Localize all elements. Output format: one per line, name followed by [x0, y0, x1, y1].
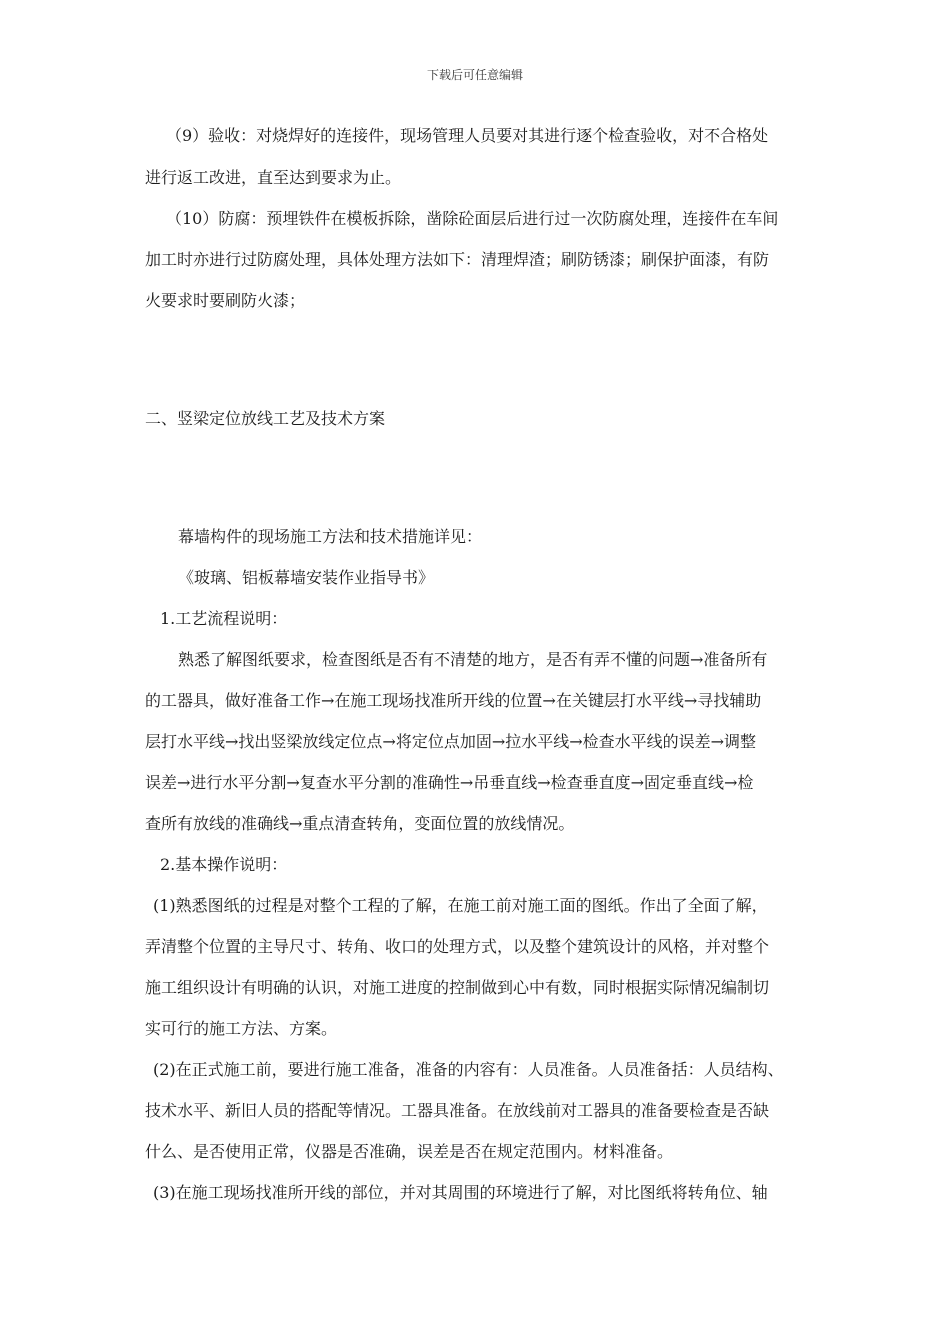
paragraph-line: （10）防腐：预埋铁件在模板拆除，凿除砼面层后进行过一次防腐处理，连接件在车间 [166, 209, 779, 228]
paragraph-line: 什么、是否使用正常，仪器是否准确，误差是否在规定范围内。材料准备。 [145, 1142, 674, 1161]
paragraph-line: 熟悉了解图纸要求，检查图纸是否有不清楚的地方，是否有弄不懂的问题→准备所有 [178, 650, 768, 669]
paragraph-line: 技术水平、新旧人员的搭配等情况。工器具准备。在放线前对工器具的准备要检查是否缺 [145, 1101, 770, 1120]
paragraph-line: （9）验收：对烧焊好的连接件，现场管理人员要对其进行逐个检查验收，对不合格处 [166, 126, 769, 145]
paragraph-line: (2)在正式施工前，要进行施工准备，准备的内容有：人员准备。人员准备括：人员结构、 [153, 1060, 784, 1079]
paragraph-line: 弄清整个位置的主导尺寸、转角、收口的处理方式，以及整个建筑设计的风格，并对整个 [145, 937, 770, 956]
paragraph-line: 查所有放线的准确线→重点清查转角，变面位置的放线情况。 [145, 814, 575, 833]
paragraph-line: 《玻璃、铝板幕墙安装作业指导书》 [178, 568, 435, 587]
page-header: 下载后可任意编辑 [426, 68, 523, 82]
paragraph-line: 幕墙构件的现场施工方法和技术措施详见： [178, 527, 483, 546]
paragraph-line: 施工组织设计有明确的认识，对施工进度的控制做到心中有数，同时根据实际情况编制切 [145, 978, 770, 997]
paragraph-line: 火要求时要刷防火漆； [145, 291, 306, 310]
paragraph-line: 层打水平线→找出竖梁放线定位点→将定位点加固→拉水平线→检查水平线的误差→调整 [145, 732, 757, 751]
paragraph-line: 加工时亦进行过防腐处理，具体处理方法如下：清理焊渣；刷防锈漆；刷保护面漆，有防 [145, 250, 770, 269]
paragraph-line: 误差→进行水平分割→复查水平分割的准确性→吊垂直线→检查垂直度→固定垂直线→检 [145, 773, 754, 792]
paragraph-line: (1)熟悉图纸的过程是对整个工程的了解，在施工前对施工面的图纸。作出了全面了解， [153, 896, 768, 915]
paragraph-line: (3)在施工现场找准所开线的部位，并对其周围的环境进行了解，对比图纸将转角位、轴 [153, 1183, 768, 1202]
paragraph-line: 进行返工改进，直至达到要求为止。 [145, 168, 402, 187]
subsection-heading: 1.工艺流程说明： [160, 609, 288, 628]
paragraph-line: 实可行的施工方法、方案。 [145, 1019, 338, 1038]
subsection-heading: 2.基本操作说明： [160, 855, 288, 874]
paragraph-line: 的工器具，做好准备工作→在施工现场找准所开线的位置→在关键层打水平线→寻找辅助 [145, 691, 762, 710]
section-heading: 二、竖梁定位放线工艺及技术方案 [145, 409, 386, 428]
